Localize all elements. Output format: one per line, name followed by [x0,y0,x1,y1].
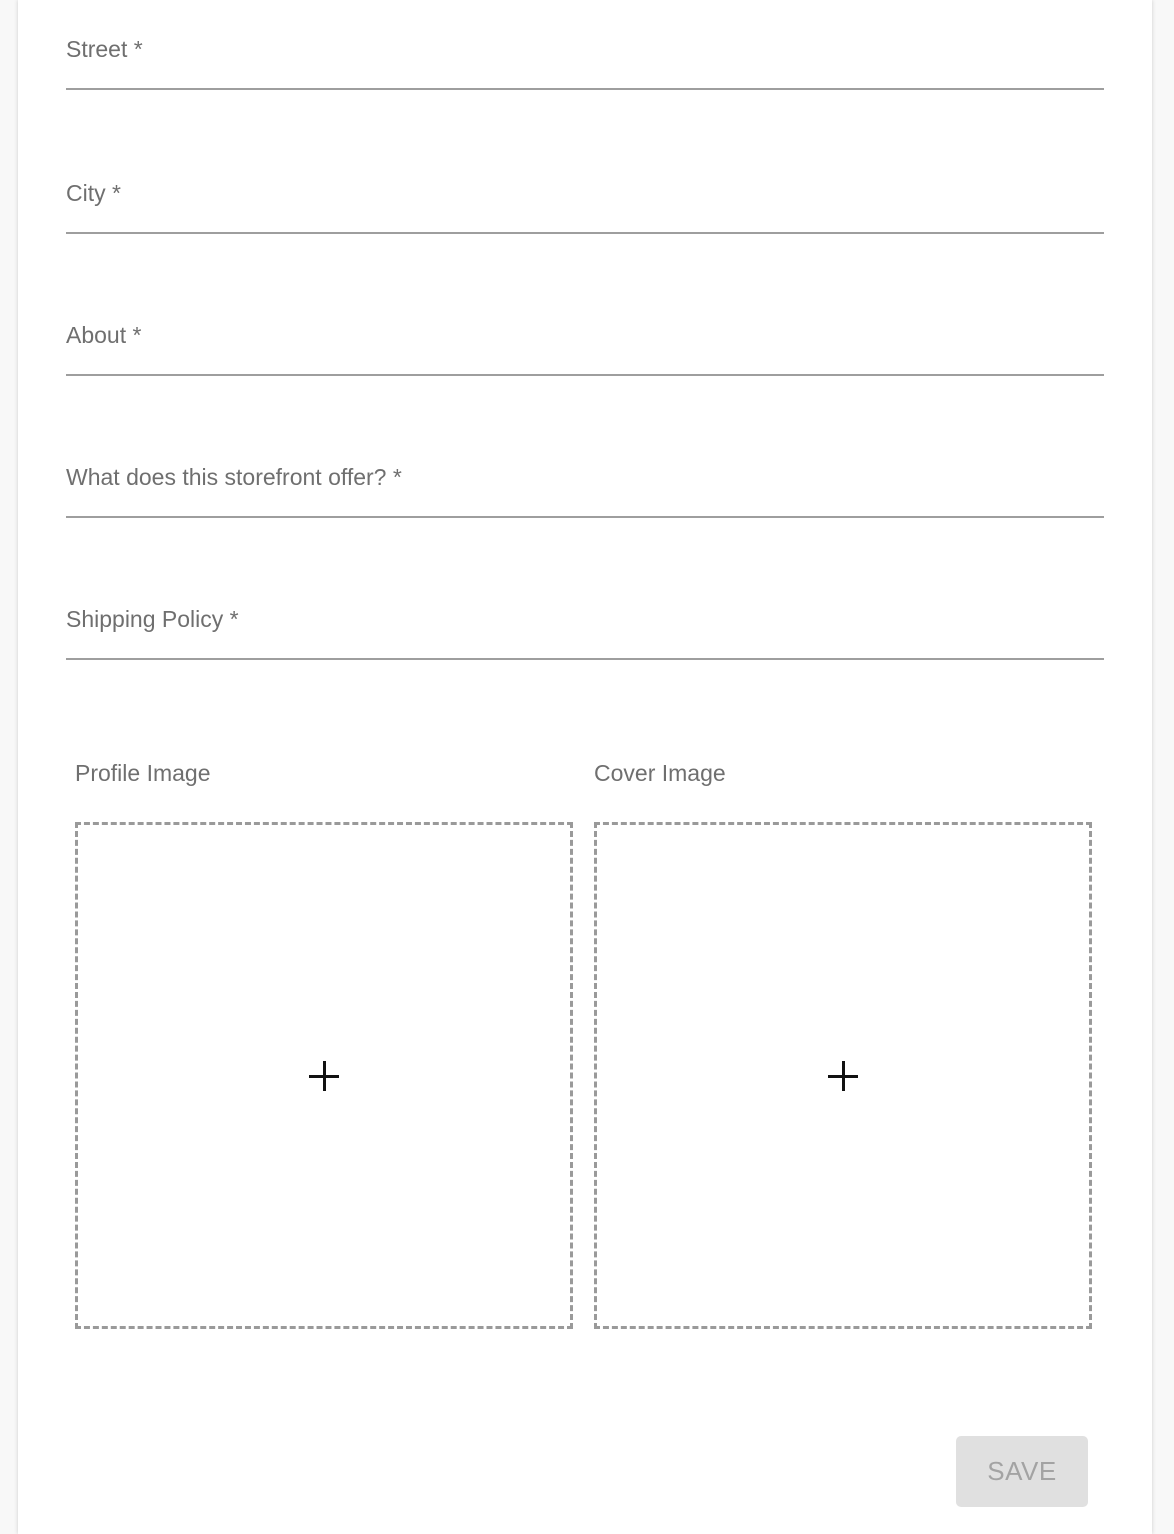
about-field [66,286,1104,376]
city-input[interactable] [66,190,1104,234]
plus-icon [828,1061,858,1091]
profile-image-label: Profile Image [75,760,211,786]
street-label: Street * [66,36,143,62]
offer-field [66,428,1104,518]
about-label: About * [66,322,142,348]
save-button[interactable]: SAVE [956,1436,1088,1507]
cover-image-dropzone[interactable] [594,822,1092,1329]
offer-input[interactable] [66,474,1104,518]
offer-label: What does this storefront offer? * [66,464,402,490]
cover-image-label: Cover Image [594,760,726,786]
shipping-policy-field [66,570,1104,660]
storefront-form-card [18,0,1152,1534]
street-field [66,0,1104,90]
about-input[interactable] [66,332,1104,376]
city-label: City * [66,180,121,206]
shipping-policy-label: Shipping Policy * [66,606,239,632]
shipping-policy-input[interactable] [66,616,1104,660]
profile-image-dropzone[interactable] [75,822,573,1329]
city-field [66,144,1104,234]
plus-icon [309,1061,339,1091]
street-input[interactable] [66,46,1104,90]
